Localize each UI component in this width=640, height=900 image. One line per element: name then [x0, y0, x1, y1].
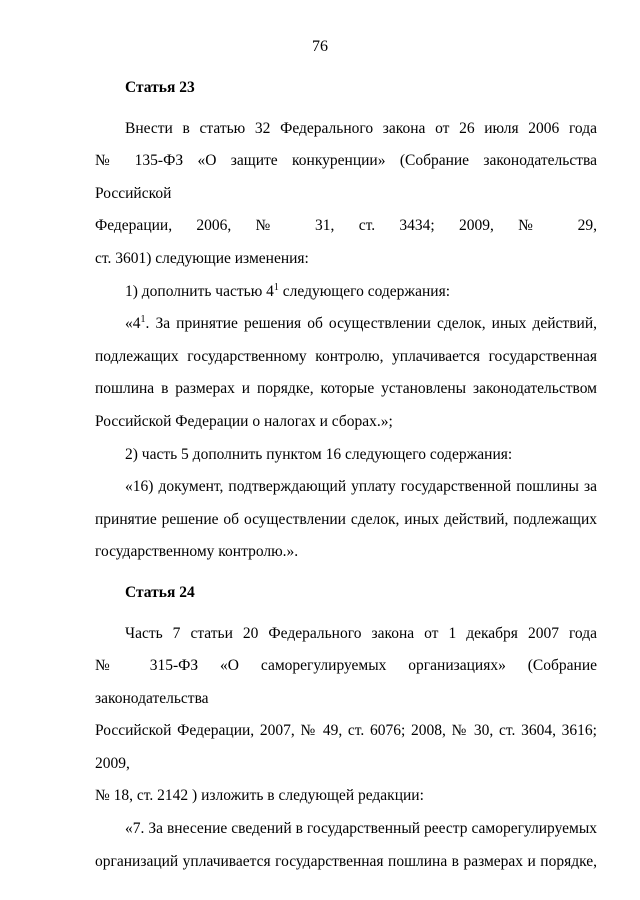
quote-1-text-end: . За принятие решения об осуществлении сделок, иных действий, [145, 315, 597, 333]
quote-1-text: «4 [125, 315, 141, 333]
text-line: Российской Федерации, 2007, № 49, ст. 6076; 2008, № 30, ст. 3604, 3616; 2009, [95, 722, 597, 772]
document-body [95, 72, 597, 878]
text-line [95, 276, 597, 309]
item-1-text: 1) дополнить частью 4 [125, 282, 274, 300]
article-23-quote-2 [95, 471, 597, 569]
text-line: № 315-ФЗ «О саморегулируемых организациях» (Собрание законодательства [95, 657, 597, 707]
page-number: 76 [312, 38, 328, 55]
text-line: Российской Федерации о налогах и сборах.»; [95, 412, 393, 430]
article-23-item-1 [95, 276, 597, 309]
text-line: 2) часть 5 дополнить пунктом 16 следующего содержания: [125, 445, 513, 463]
article-23-quote-1 [95, 308, 597, 438]
article-23-item-2 [95, 439, 597, 472]
item-1-text-end: следующего содержания: [278, 282, 451, 300]
text-line: Федерации, 2006, № 31, ст. 3434; 2009, № 29, [95, 217, 597, 235]
text-line: принятие решение об осуществлении сделок, иных действий, подлежащих [95, 510, 597, 528]
article-24-quote [95, 813, 597, 878]
text-line [95, 308, 597, 341]
text-line: государственному контролю.». [95, 543, 299, 561]
text-line: «16) документ, подтверждающий уплату государственной пошлины за [125, 478, 597, 496]
article-24-heading: Статья 24 [125, 583, 195, 601]
superscript: 1 [273, 281, 279, 293]
text-line: Внести в статью 32 Федерального закона от 26 июля 2006 года [125, 119, 597, 137]
text-line: ст. 3601) следующие изменения: [95, 249, 309, 267]
text-line: № 18, ст. 2142 ) изложить в следующей редакции: [95, 787, 424, 805]
text-line: пошлина в размерах и порядке, которые установлены законодательством [95, 380, 597, 398]
article-23-heading: Статья 23 [125, 79, 195, 96]
text-line: № 135-ФЗ «О защите конкуренции» (Собрание законодательства Российской [95, 152, 597, 202]
text-line: «7. За внесение сведений в государственный реестр саморегулируемых [125, 820, 597, 838]
text-line: подлежащих государственному контролю, уплачивается государственная [95, 347, 597, 365]
text-line: организаций уплачивается государственная пошлина в размерах и порядке, [95, 852, 597, 870]
spacer [95, 569, 597, 577]
superscript: 1 [140, 314, 146, 326]
article-24-intro [95, 618, 597, 814]
article-23-intro [95, 113, 597, 276]
text-line: Часть 7 статьи 20 Федерального закона от 1 декабря 2007 года [125, 624, 597, 642]
